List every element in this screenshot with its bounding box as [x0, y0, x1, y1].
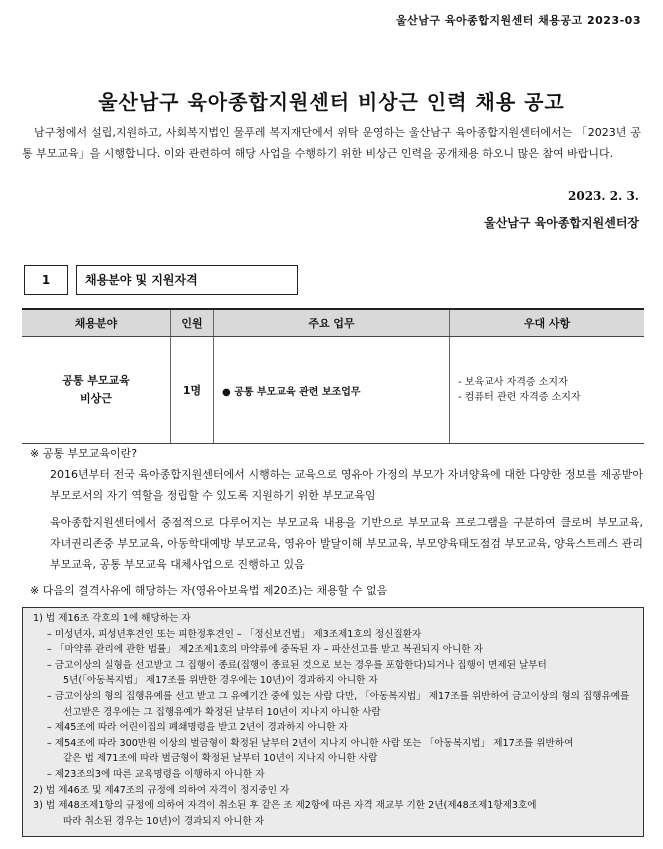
section-title: 채용분야 및 지원자격: [76, 265, 298, 295]
cell-count: 1명: [171, 337, 214, 444]
list-item: – 「마약류 관리에 관한 법률」 제2조제1호의 마약류에 중독된 자 – 파산선고를 받고 복권되지 아니한 자: [47, 644, 483, 656]
note-body-1: 2016년부터 전국 육아종합지원센터에서 시행하는 교육으로 영유아 가정의 부모가 자녀양육에 대한 다양한 정보를 제공받아 부모로서의 자기 역할을 정립할 수 있도록 지원하기 위한 부모교육임: [50, 468, 643, 502]
page-title: 울산남구 육아종합지원센터 비상근 인력 채용 공고: [98, 90, 565, 114]
list-item: 1) 법 제16조 각호의 1에 해당하는 자: [33, 613, 191, 624]
list-item: – 제45조에 따라 어린이집의 폐쇄명령을 받고 2년이 경과하지 아니한 자: [47, 722, 348, 734]
disqualification-title: ※ 다음의 결격사유에 해당하는 자(영유아보육법 제20조)는 채용할 수 없음: [30, 584, 388, 597]
duty-text: 공통 부모교육 관련 보조업무: [234, 386, 361, 398]
bullet-icon: ●: [222, 386, 235, 398]
cell-preference: [450, 337, 645, 444]
note-title: ※ 공통 부모교육이란?: [30, 447, 138, 460]
preference-1: - 보육교사 자격증 소지자: [458, 377, 568, 388]
cell-field: [22, 337, 171, 444]
section-number: 1: [24, 265, 68, 295]
table-row: [22, 337, 644, 444]
header-duty: 주요 업무: [214, 309, 450, 337]
list-item: – 제23조의3에 따른 교육명령을 이행하지 아니한 자: [47, 768, 265, 780]
header-count: 인원: [171, 309, 214, 337]
field-line2: 비상근: [80, 392, 112, 405]
list-item: 2) 법 제46조 및 제47조의 규정에 의하여 자격이 정지중인 자: [33, 784, 290, 796]
notice-date: 2023. 2. 3.: [568, 189, 639, 203]
header-preference: 우대 사항: [450, 309, 645, 337]
list-item: – 금고이상의 형의 집행유예를 선고 받고 그 유예기간 중에 있는 사람 다만, 「아동복지법」 제17조를 위반하여 금고이상의 형의 집행유예를: [47, 690, 630, 702]
list-item: – 제54조에 따라 300만원 이상의 벌금형이 확정된 날부터 2년이 지나지 아니한 사람 또는 「아동복지법」 제17조를 위반하여: [47, 737, 574, 749]
list-item: – 금고이상의 실형을 선고받고 그 집행이 종료(집행이 종료된 것으로 보는 경우를 포함한다)되거나 집행이 면제된 날부터: [47, 659, 547, 671]
header-field: 채용분야: [22, 309, 171, 337]
disqualification-box: [22, 607, 644, 837]
intro-paragraph: 남구청에서 설립,지원하고, 사회복지법인 물푸레 복지재단에서 위탁 운영하는 울산남구 육아종합지원센터에서는 「2023년 공통 부모교육」을 시행합니다. 이와 관련하여 해당 사업을 수행하기 위한 비상근 인력을 공개채용 하오니 많은 참여 바랍니다.: [22, 126, 641, 160]
field-line1: 공통 부모교육: [62, 374, 130, 387]
list-item: 따라 취소된 경우는 10년)이 경과되지 아니한 자: [63, 815, 265, 827]
notice-id: 울산남구 육아종합지원센터 채용공고 2023-03: [396, 14, 641, 27]
list-item: 5년(「아동복지법」 제17조를 위반한 경우에는 10년)이 경과하지 아니한 자: [63, 675, 378, 687]
list-item: 선고받은 경우에는 그 집행유예가 확정된 날부터 10년이 지나지 아니한 사람: [63, 706, 381, 718]
table-header-row: [22, 309, 644, 337]
note-body-2: 육아종합지원센터에서 중점적으로 다루어지는 부모교육 내용을 기반으로 부모교육 프로그램을 구분하여 클로버 부모교육, 자녀권리존중 부모교육, 아동학대예방 부모교육, 영유아 발달이해 부모교육, 부모양육태도점검 부모교육, 양육스트레스 관리 부모교육, 공통 부모교육 대체사업으로 진행하고 있음: [50, 516, 643, 571]
list-item: – 미성년자, 피성년후견인 또는 피한정후견인 – 「정신보건법」 제3조제1호의 정신질환자: [47, 628, 422, 640]
recruitment-table: [22, 308, 644, 444]
list-item: 3) 법 제48조제1항의 규정에 의하여 자격이 취소된 후 같은 조 제2항에 따른 자격 재교부 기한 2년(제48조제1항제3호에: [33, 800, 537, 812]
preference-2: - 컴퓨터 관련 자격증 소지자: [458, 392, 581, 403]
cell-duty: [214, 337, 450, 444]
issuer-name: 울산남구 육아종합지원센터장: [484, 216, 639, 230]
list-item: 같은 법 제71조에 따라 벌금형이 확정된 날부터 10년이 지나지 아니한 사람: [63, 753, 378, 765]
